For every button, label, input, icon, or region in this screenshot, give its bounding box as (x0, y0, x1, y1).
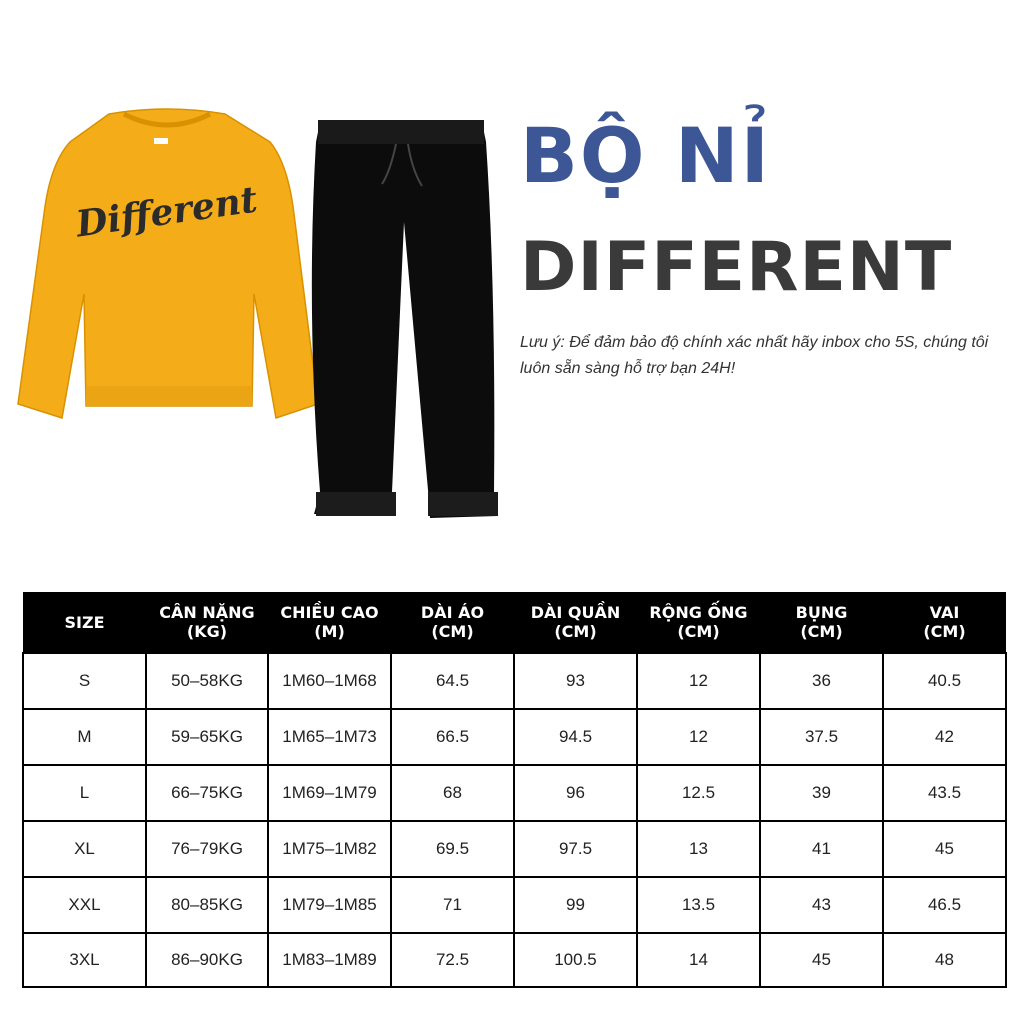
cell-shirt-length: 69.5 (391, 821, 514, 877)
cell-weight: 86–90KG (146, 933, 268, 987)
header-height: CHIỀU CAO (M) (268, 592, 391, 653)
cell-leg-width: 12.5 (637, 765, 760, 821)
cell-waist: 36 (760, 653, 883, 709)
cell-waist: 45 (760, 933, 883, 987)
header-weight: CÂN NẶNG (KG) (146, 592, 268, 653)
cell-shoulder: 48 (883, 933, 1006, 987)
sweater-hem (86, 386, 252, 406)
table-row (23, 933, 1006, 987)
cell-pants-length: 94.5 (514, 709, 637, 765)
pants-right-cuff (428, 492, 498, 516)
cell-pants-length: 96 (514, 765, 637, 821)
cell-leg-width: 12 (637, 653, 760, 709)
cell-shirt-length: 71 (391, 877, 514, 933)
cell-leg-width: 13.5 (637, 877, 760, 933)
cell-pants-length: 97.5 (514, 821, 637, 877)
product-title-line2: DIFFERENT (520, 228, 953, 307)
cell-pants-length: 93 (514, 653, 637, 709)
product-title-line1: BỘ NỈ (520, 111, 771, 200)
cell-waist: 37.5 (760, 709, 883, 765)
cell-size: XL (23, 821, 146, 877)
sweater-print-text: Different (73, 178, 260, 246)
cell-shoulder: 43.5 (883, 765, 1006, 821)
cell-weight: 59–65KG (146, 709, 268, 765)
cell-pants-length: 99 (514, 877, 637, 933)
sweater-body (18, 109, 318, 418)
cell-leg-width: 14 (637, 933, 760, 987)
header-waist: BỤNG (CM) (760, 592, 883, 653)
table-row (23, 877, 1006, 933)
table-row (23, 765, 1006, 821)
cell-shirt-length: 64.5 (391, 653, 514, 709)
pants-left-cuff (316, 492, 396, 516)
table-header-row (23, 592, 1006, 653)
table-row (23, 709, 1006, 765)
table-row (23, 821, 1006, 877)
header-shoulder: VAI (CM) (883, 592, 1006, 653)
cell-waist: 43 (760, 877, 883, 933)
size-chart-table (22, 592, 1007, 988)
header-pants-length: DÀI QUẦN (CM) (514, 592, 637, 653)
cell-size: S (23, 653, 146, 709)
cell-height: 1M83–1M89 (268, 933, 391, 987)
cell-waist: 39 (760, 765, 883, 821)
contact-note: Lưu ý: Để đảm bảo độ chính xác nhất hãy inbox cho 5S, chúng tôi luôn sẵn sàng hỗ trợ bạn 24H! (520, 334, 989, 377)
cell-weight: 80–85KG (146, 877, 268, 933)
cell-size: 3XL (23, 933, 146, 987)
cell-shoulder: 42 (883, 709, 1006, 765)
cell-weight: 76–79KG (146, 821, 268, 877)
cell-shoulder: 46.5 (883, 877, 1006, 933)
pants-body (312, 122, 498, 518)
cell-shirt-length: 72.5 (391, 933, 514, 987)
cell-size: L (23, 765, 146, 821)
cell-size: XXL (23, 877, 146, 933)
sweater-image (14, 104, 320, 422)
header-shirt-length: DÀI ÁO (CM) (391, 592, 514, 653)
cell-shirt-length: 68 (391, 765, 514, 821)
table-row (23, 653, 1006, 709)
cell-weight: 66–75KG (146, 765, 268, 821)
cell-height: 1M60–1M68 (268, 653, 391, 709)
pants-image (300, 112, 504, 522)
cell-leg-width: 13 (637, 821, 760, 877)
cell-height: 1M69–1M79 (268, 765, 391, 821)
header-size: SIZE (23, 592, 146, 653)
cell-pants-length: 100.5 (514, 933, 637, 987)
cell-weight: 50–58KG (146, 653, 268, 709)
cell-height: 1M65–1M73 (268, 709, 391, 765)
cell-size: M (23, 709, 146, 765)
sweater-tag (154, 138, 168, 144)
cell-height: 1M79–1M85 (268, 877, 391, 933)
cell-shoulder: 45 (883, 821, 1006, 877)
pants-waistband (318, 120, 484, 144)
header-leg-width: RỘNG ỐNG (CM) (637, 592, 760, 653)
cell-height: 1M75–1M82 (268, 821, 391, 877)
cell-leg-width: 12 (637, 709, 760, 765)
cell-shoulder: 40.5 (883, 653, 1006, 709)
cell-waist: 41 (760, 821, 883, 877)
cell-shirt-length: 66.5 (391, 709, 514, 765)
